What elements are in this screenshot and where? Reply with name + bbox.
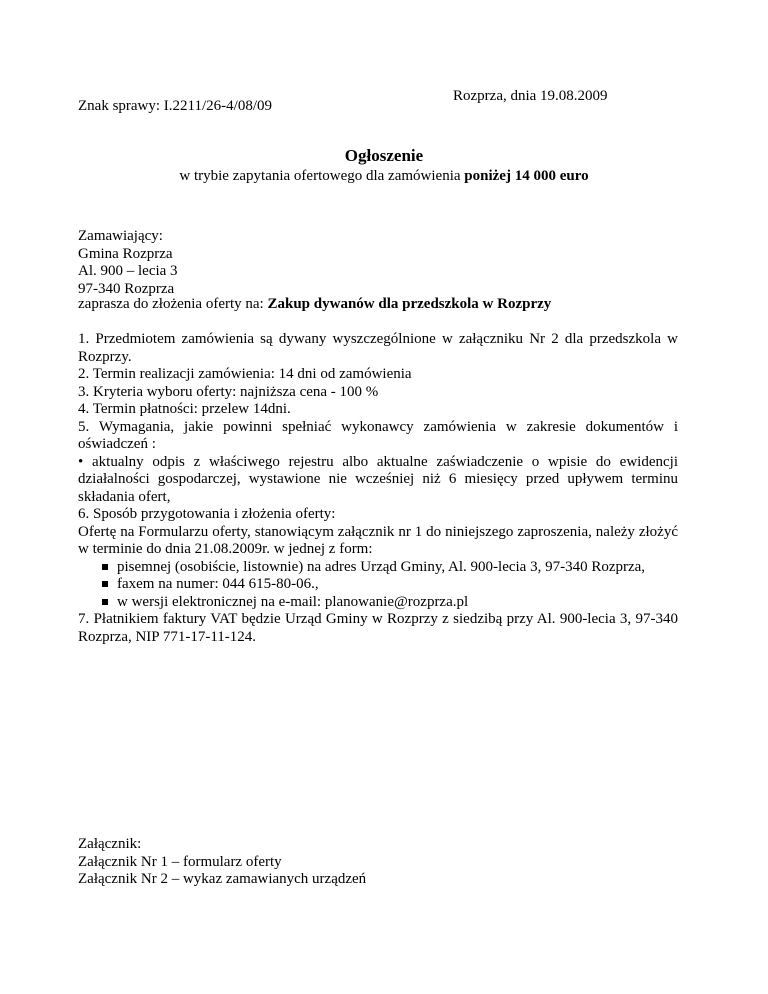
- orderer-block: [78, 228, 178, 298]
- item-5: 5. Wymagania, jakie powinni spełniać wykonawcy zamówienia w zakresie dokumentów i oświadczeń :: [78, 418, 678, 452]
- orderer-street: Al. 900 – lecia 3: [78, 263, 178, 279]
- submission-form-email: [78, 594, 678, 612]
- subtitle-text: w trybie zapytania ofertowego dla zamówienia: [179, 168, 465, 184]
- submission-form-text: w wersji elektronicznej na e-mail: planowanie@rozprza.pl: [117, 593, 469, 610]
- document-title: Ogłoszenie: [344, 146, 424, 165]
- orderer-city: 97-340 Rozprza: [78, 280, 175, 297]
- item-2: 2. Termin realizacji zamówienia: 14 dni od zamówienia: [78, 366, 412, 382]
- square-bullet-icon: [102, 564, 108, 570]
- case-reference: Znak sprawy: I.2211/26-4/08/09: [78, 98, 272, 114]
- item-3: 3. Kryteria wyboru oferty: najniższa cena - 100 %: [78, 383, 379, 400]
- attachment-2: Załącznik Nr 2 – wykaz zamawianych urządzeń: [78, 871, 367, 887]
- submission-forms-list: [78, 559, 678, 612]
- document-subtitle: [78, 168, 690, 186]
- submission-form-fax: [78, 576, 678, 594]
- submission-form-text: pisemnej (osobiście, listownie) na adres Urząd Gminy, Al. 900-lecia 3, 97-340 Rozprza,: [117, 558, 646, 575]
- document-page: [78, 0, 690, 994]
- conditions-list: [78, 331, 678, 646]
- orderer-name: Gmina Rozprza: [78, 245, 173, 262]
- attachments-block: [78, 836, 366, 889]
- invitation-text: zaprasza do złożenia oferty na:: [78, 296, 268, 312]
- subtitle-threshold: poniżej 14 000 euro: [464, 168, 589, 184]
- item-1: 1. Przedmiotem zamówienia są dywany wyszczególnione w załączniku Nr 2 dla przedszkola w Rozprzy.: [78, 331, 678, 365]
- item-6-body: Ofertę na Formularzu oferty, stanowiącym załącznik nr 1 do niniejszego zaproszenia, należy złożyć w terminie do dnia 21.08.2009r. w jednej z form:: [78, 523, 678, 557]
- square-bullet-icon: [102, 599, 108, 605]
- invitation-subject: Zakup dywanów dla przedszkola w Rozprzy: [267, 296, 552, 312]
- item-6: 6. Sposób przygotowania i złożenia oferty:: [78, 506, 336, 522]
- item-5-requirement: • aktualny odpis z właściwego rejestru albo aktualne zaświadczenie o wpisie do ewidencji działalności gospodarczej, wystawione nie wcześniej niż 6 miesięcy przed upływem terminu składania ofert,: [78, 453, 678, 505]
- submission-form-paper: [78, 559, 678, 577]
- place-date: Rozprza, dnia 19.08.2009: [453, 88, 608, 104]
- square-bullet-icon: [102, 581, 108, 587]
- item-7: 7. Płatnikiem faktury VAT będzie Urząd Gminy w Rozprzy z siedzibą przy Al. 900-lecia 3, 97-340 Rozprza, NIP 771-17-11-124.: [78, 611, 678, 645]
- invitation: [78, 296, 551, 314]
- orderer-label: Zamawiający:: [78, 228, 163, 244]
- attachments-label: Załącznik:: [78, 836, 142, 852]
- submission-form-text: faxem na numer: 044 615-80-06.,: [117, 576, 319, 592]
- item-4: 4. Termin płatności: przelew 14dni.: [78, 401, 291, 417]
- attachment-1: Załącznik Nr 1 – formularz oferty: [78, 853, 282, 870]
